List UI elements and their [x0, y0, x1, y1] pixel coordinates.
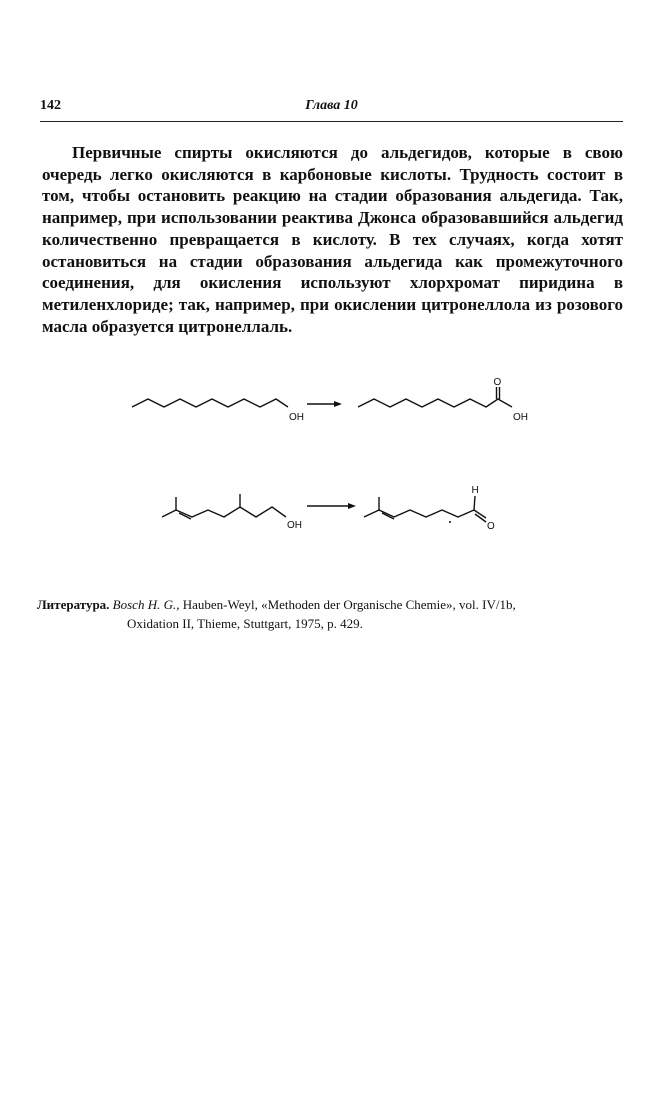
- reference-line1: Hauben-Weyl, «Methoden der Organische Chemie», vol. IV/1b,: [179, 597, 516, 612]
- r2-product-o: O: [487, 521, 495, 532]
- r1-product-oh: OH: [513, 412, 528, 423]
- decanol-chain: [132, 399, 288, 407]
- r1-reactant-oh: OH: [289, 412, 304, 423]
- page-number: 142: [40, 98, 61, 113]
- citronellal-carbonyl-b: [475, 514, 486, 522]
- decanoic-acid-chain: [358, 399, 512, 407]
- stereocenter-dot: [449, 521, 451, 523]
- r1-product-o: O: [493, 377, 502, 388]
- references-label: Литература.: [37, 597, 110, 612]
- body-paragraph: Первичные спирты окисляются до альдегидов, которые в свою очередь легко окисляются в карбоновые кислоты. Трудность состоит в том, чтобы остановить реакцию на стадии образования альдегида. Так, например, при использовании реактива Джонса образовавшийся альдегид количественно превращается в кислоту. В тех случаях, когда хотят остановиться на стадии образования альдегида как промежуточного соединения, для окисления используют хлорхромат пиридина в метиленхлориде; так, например, при окислении цитронеллола из розового масла образуется цитронеллаль.: [42, 143, 623, 336]
- r2-product-h: H: [471, 485, 479, 496]
- reaction-scheme: [120, 370, 550, 540]
- reference-author: Bosch H. G.,: [112, 597, 180, 612]
- arrow-head-2: [348, 503, 356, 509]
- citronellal-chain: [364, 510, 474, 517]
- reference-line2: Oxidation II, Thieme, Stuttgart, 1975, p. 429.: [127, 615, 363, 631]
- r2-reactant-oh: OH: [287, 520, 302, 531]
- citronellal-aldehyde-h: [474, 496, 475, 510]
- running-head: Глава 10: [305, 98, 358, 113]
- arrow-head-1: [334, 401, 342, 407]
- references: [37, 596, 623, 633]
- header-rule: [40, 121, 623, 122]
- citronellol-chain: [162, 507, 286, 517]
